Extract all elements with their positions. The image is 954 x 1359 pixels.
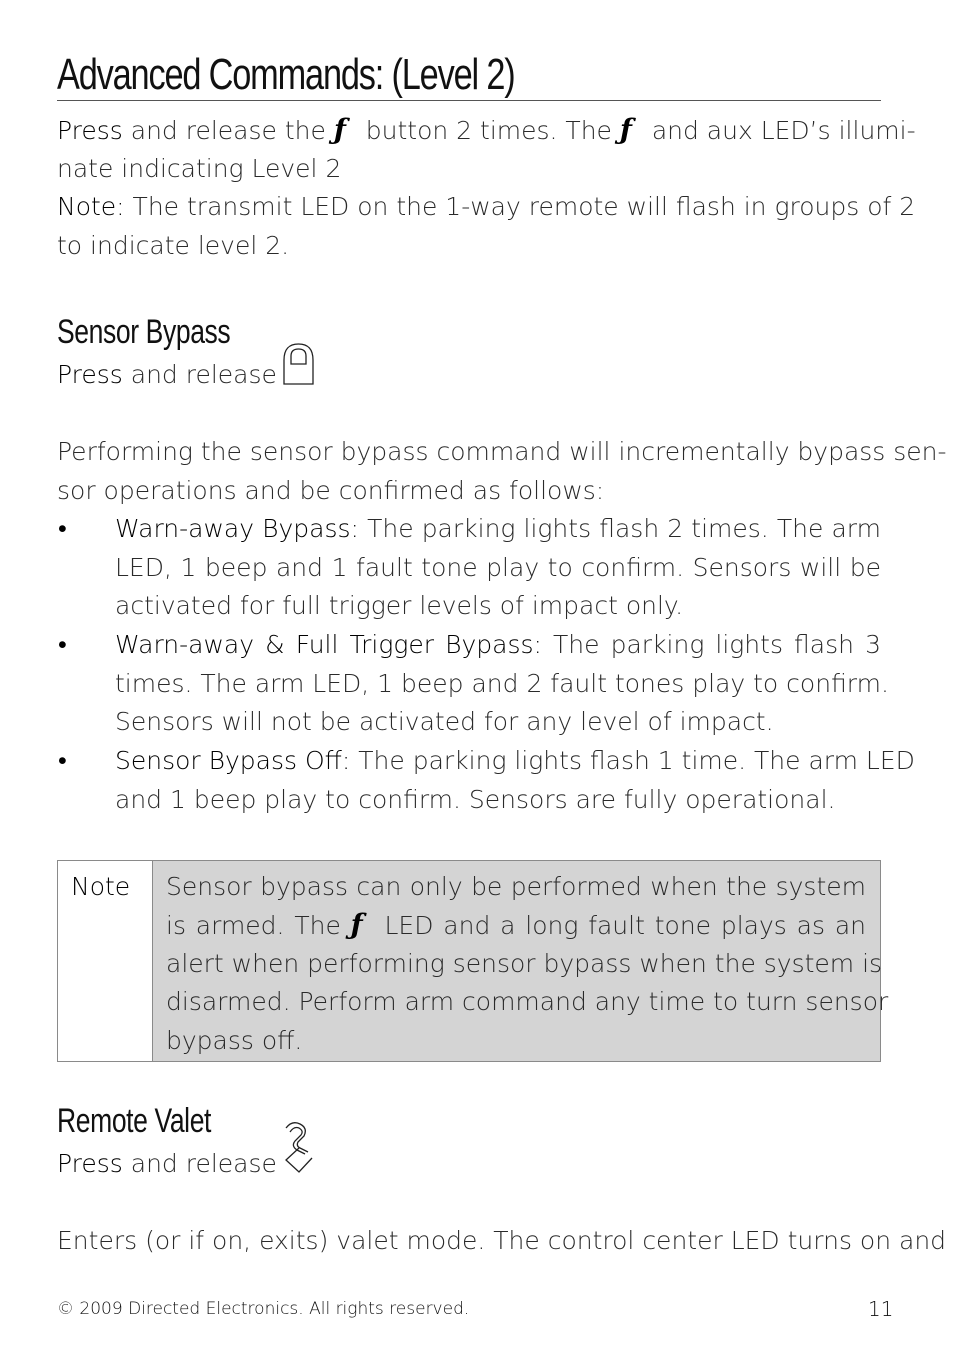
sensor-bypass-desc-line-2: sor operations and be confirmed as follows: (57, 476, 605, 505)
note-box (57, 860, 889, 1062)
sensor-bypass-press-line: Press and release (57, 360, 277, 389)
intro-line-1: Press and release the ƒ button 2 times. The ƒ and aux LED’s illumi- (57, 110, 881, 150)
sensor-bypass-heading: Sensor Bypass (57, 313, 231, 351)
bullet-2-line-3: Sensors will not be activated for any level of impact. (115, 707, 774, 736)
f-function-icon: ƒ (333, 113, 346, 146)
bullet-2-line-1: Warn-away & Full Trigger Bypass: The parking lights flash 3 (115, 630, 881, 659)
note-line-1: Sensor bypass can only be performed when the system (166, 872, 866, 901)
bullet-term: Sensor Bypass Off: (115, 746, 351, 775)
f-function-icon: ƒ (350, 908, 363, 941)
footer-copyright: © 2009 Directed Electronics. All rights reserved. (57, 1299, 470, 1319)
bullet-term: Warn-away Bypass: (115, 514, 359, 543)
intro-note-line-2: to indicate level 2. (57, 231, 290, 260)
bullet-marker: • (58, 514, 67, 543)
bullet-3-line-1: Sensor Bypass Off: The parking lights flash 1 time. The arm LED (115, 746, 915, 775)
bullet-term: Warn-away & Full Trigger Bypass: (115, 630, 542, 659)
bullet-2-line-2: times. The arm LED, 1 beep and 2 fault tones play to confirm. (115, 669, 889, 698)
note-line-5: bypass off. (166, 1026, 303, 1055)
remote-valet-press-line: Press and release (57, 1149, 277, 1178)
note-box-label: Note (71, 872, 131, 901)
remote-valet-desc-line-1: Enters (or if on, exits) valet mode. The control center LED turns on and (57, 1226, 947, 1255)
note-line-2: is armed. The ƒ LED and a long fault tone plays as an (166, 905, 866, 945)
note-line-3: alert when performing sensor bypass when the system is (166, 949, 883, 978)
intro-note-line-1: Note: The transmit LED on the 1-way remote will flash in groups of 2 (57, 192, 916, 221)
valet-key-button-icon (278, 1118, 318, 1176)
bullet-1-line-3: activated for full trigger levels of impact only. (115, 591, 684, 620)
bullet-1-line-1: Warn-away Bypass: The parking lights flash 2 times. The arm (115, 514, 881, 543)
note-keyword: Note: (57, 192, 125, 221)
page-title: Advanced Commands: (Level 2) (57, 50, 881, 101)
sensor-bypass-desc-line-1: Performing the sensor bypass command will incrementally bypass sen- (57, 437, 947, 466)
remote-valet-heading: Remote Valet (57, 1102, 212, 1140)
note-line-4: disarmed. Perform arm command any time to turn sensor (166, 987, 889, 1016)
page-number: 11 (868, 1297, 894, 1321)
intro-line-2: nate indicating Level 2 (57, 154, 342, 183)
lock-button-icon (280, 342, 316, 386)
f-function-icon: ƒ (619, 113, 632, 146)
bullet-marker: • (58, 630, 67, 659)
press-keyword: Press (57, 116, 123, 145)
note-box-label-cell (58, 861, 153, 1061)
bullet-marker: • (58, 746, 67, 775)
bullet-1-line-2: LED, 1 beep and 1 fault tone play to confirm. Sensors will be (115, 553, 881, 582)
note-box-body (153, 861, 889, 1061)
bullet-3-line-2: and 1 beep play to confirm. Sensors are fully operational. (115, 785, 836, 814)
